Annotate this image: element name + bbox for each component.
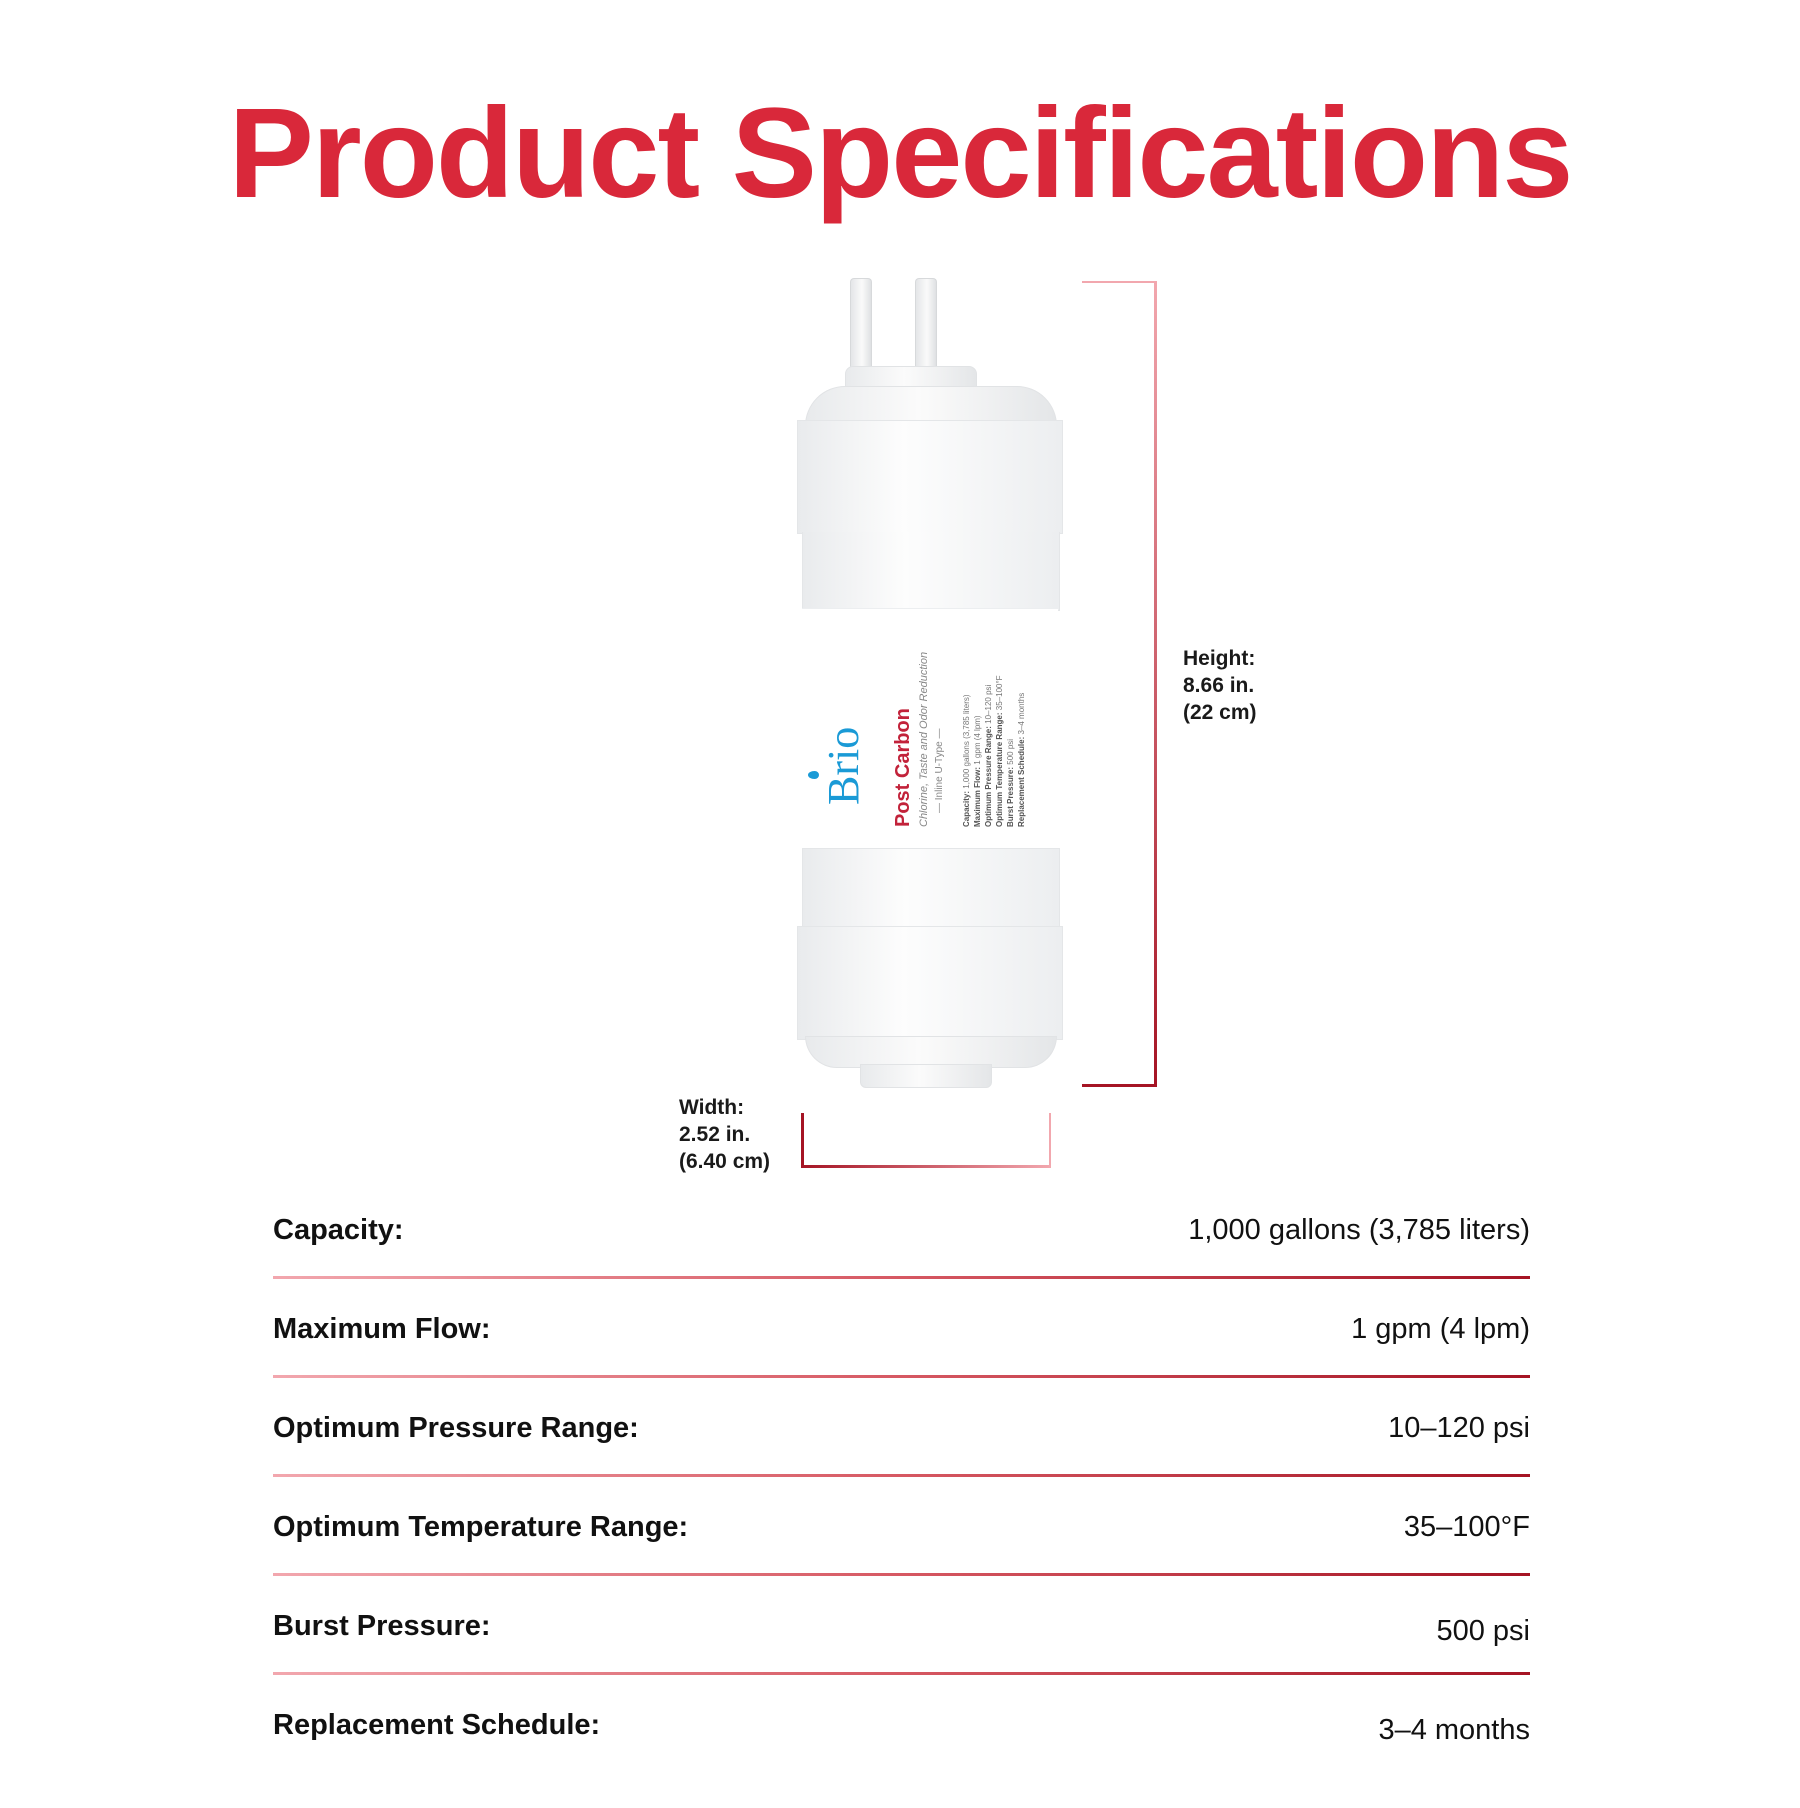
label-spec-line: Replacement Schedule: 3–4 months — [1017, 692, 1026, 827]
inlet-tube — [850, 278, 872, 374]
label-spec-line: Maximum Flow: 1 gpm (4 lpm) — [973, 715, 982, 827]
height-bracket-bottom — [1082, 1084, 1157, 1087]
upper-body — [802, 532, 1060, 611]
row-divider — [273, 1474, 1530, 1477]
page-title: Product Specifications — [228, 82, 1572, 225]
spec-row-replacement — [273, 1709, 1530, 1808]
spec-value: 10–120 psi — [1388, 1412, 1530, 1444]
width-bracket-right — [1049, 1113, 1051, 1168]
spec-row-capacity — [273, 1214, 1530, 1313]
top-band — [797, 420, 1063, 534]
spec-row-pressure — [273, 1412, 1530, 1511]
outlet-tube — [915, 278, 937, 374]
height-dimension: Height: 8.66 in. (22 cm) — [1183, 647, 1257, 724]
spec-label: Maximum Flow: — [273, 1313, 491, 1345]
width-bracket — [801, 1165, 1051, 1168]
spec-label: Optimum Temperature Range: — [273, 1511, 689, 1543]
spec-row-temperature — [273, 1511, 1530, 1610]
row-divider — [273, 1276, 1530, 1279]
spec-label: Replacement Schedule: — [273, 1709, 601, 1741]
label-product-name: Post Carbon — [892, 708, 914, 827]
height-bracket-top — [1082, 281, 1157, 283]
spec-value: 1 gpm (4 lpm) — [1351, 1313, 1530, 1345]
product-label — [802, 608, 1058, 850]
spec-label: Burst Pressure: — [273, 1610, 491, 1642]
spec-value: 3–4 months — [1378, 1714, 1530, 1746]
bottom-band — [797, 926, 1063, 1040]
width-bracket-left — [801, 1113, 804, 1168]
row-divider — [273, 1375, 1530, 1378]
height-bracket — [1154, 281, 1157, 1087]
spec-value: 500 psi — [1436, 1615, 1530, 1647]
spec-row-max-flow — [273, 1313, 1530, 1412]
row-divider — [273, 1573, 1530, 1576]
spec-label: Optimum Pressure Range: — [273, 1412, 639, 1444]
lower-body — [802, 848, 1060, 929]
label-spec-line: Optimum Pressure Range: 10–120 psi — [984, 684, 993, 827]
label-spec-line: Burst Pressure: 500 psi — [1006, 738, 1015, 827]
label-spec-line: Optimum Temperature Range: 35–100°F — [995, 675, 1004, 827]
label-type: — Inline U-Type — — [934, 728, 945, 813]
brand-logo: Brio — [819, 726, 868, 805]
label-subtitle: Chlorine, Taste and Odor Reduction — [918, 651, 930, 827]
bottom-cap — [860, 1064, 992, 1088]
row-divider — [273, 1672, 1530, 1675]
spec-row-burst-pressure — [273, 1610, 1530, 1709]
spec-value: 35–100°F — [1403, 1511, 1530, 1543]
width-dimension: Width: 2.52 in. (6.40 cm) — [679, 1096, 771, 1173]
label-spec-line: Capacity: 1,000 gallons (3,785 liters) — [962, 694, 971, 827]
spec-label: Capacity: — [273, 1214, 404, 1246]
filter-cartridge-image — [790, 278, 1070, 1098]
spec-value: 1,000 gallons (3,785 liters) — [1188, 1214, 1530, 1246]
